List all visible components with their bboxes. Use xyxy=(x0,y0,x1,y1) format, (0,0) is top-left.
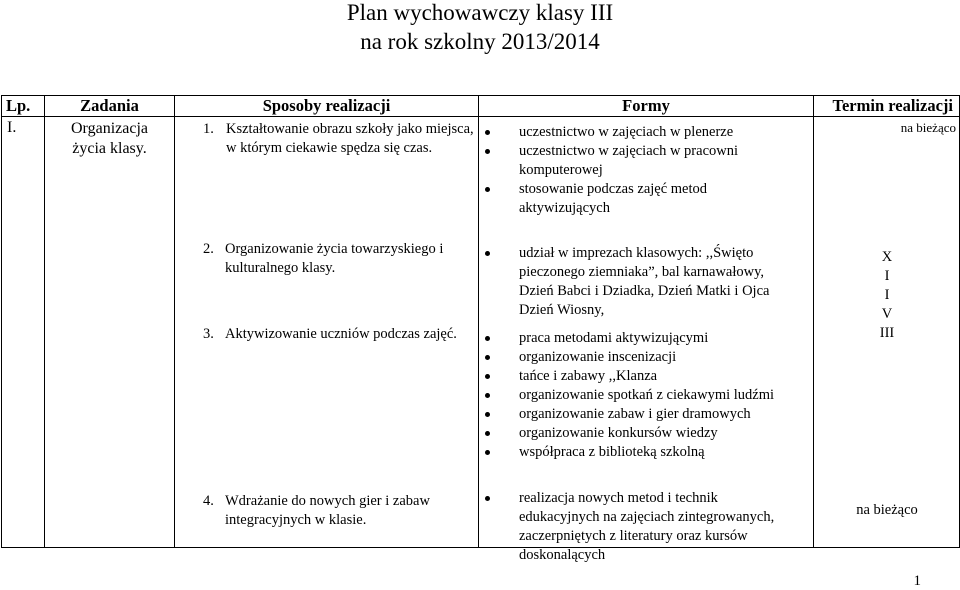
list-item: uczestnictwo w zajęciach w plenerze xyxy=(484,123,738,142)
header-lp: Lp. xyxy=(2,96,45,117)
plan-table xyxy=(1,95,960,563)
document-title-line1: Plan wychowawczy klasy III xyxy=(346,0,614,25)
list-item: organizowanie zabaw i gier dramowych xyxy=(484,405,774,424)
termin-value: na bieżąco xyxy=(900,120,956,135)
zadanie-line1: Organizacja xyxy=(71,120,148,137)
header-sposoby: Sposoby realizacji xyxy=(175,96,479,117)
zadanie-line2: życia klasy. xyxy=(72,140,147,157)
sposob-text: Organizowanie życia towarzyskiego i xyxy=(225,241,444,257)
termin-months xyxy=(814,248,960,343)
sposob-text: w którym ciekawie spędza się czas. xyxy=(226,140,433,156)
sposob-item-2 xyxy=(203,240,443,278)
sposob-item-1 xyxy=(203,120,474,158)
month-value: V xyxy=(881,306,893,322)
header-zadania: Zadania xyxy=(45,96,175,117)
list-item: tańce i zabawy ,,Klanza xyxy=(484,367,774,386)
header-termin: Termin realizacji xyxy=(814,96,960,117)
page-number: 1 xyxy=(913,573,921,589)
formy-list-1 xyxy=(484,123,738,218)
sposob-text: Kształtowanie obrazu szkoły jako miejsca, xyxy=(226,121,474,137)
table-row xyxy=(2,117,960,548)
sposob-item-3 xyxy=(203,325,457,344)
sposob-number: 2. xyxy=(203,241,214,257)
month-value: X xyxy=(881,249,893,265)
month-value: I xyxy=(884,268,890,284)
sposob-text: integracyjnych w klasie. xyxy=(225,512,367,528)
formy-list-4 xyxy=(484,489,774,565)
list-item: realizacja nowych metod i technik edukacyjnych na zajęciach zintegrowanych, zaczerpniętych z literatury oraz kursów doskonalących xyxy=(484,489,774,565)
lp-cell xyxy=(2,117,45,548)
formy-cell xyxy=(479,117,814,563)
list-item: praca metodami aktywizującymi xyxy=(484,329,774,348)
list-item: udział w imprezach klasowych: ,,Święto pieczonego ziemniaka”, bal karnawałowy, Dzień Babci i Dziadka, Dzień Matki i Ojca Dzień Wiosny, xyxy=(484,244,769,320)
list-item: współpraca z biblioteką szkolną xyxy=(484,443,774,462)
termin-value: na bieżąco xyxy=(856,502,918,518)
table-header-row xyxy=(2,96,960,117)
sposob-text: kulturalnego klasy. xyxy=(225,260,336,276)
sposob-number: 1. xyxy=(203,121,214,137)
sposob-number: 3. xyxy=(203,326,214,342)
list-item: organizowanie konkursów wiedzy xyxy=(484,424,774,443)
list-item: stosowanie podczas zajęć metod aktywizujących xyxy=(484,180,738,218)
sposob-text: Wdrażanie do nowych gier i zabaw xyxy=(225,493,430,509)
list-item: organizowanie spotkań z ciekawymi ludźmi xyxy=(484,386,774,405)
zadanie-cell xyxy=(45,117,175,548)
formy-list-3 xyxy=(484,329,774,462)
header-formy: Formy xyxy=(479,96,814,117)
list-item: organizowanie inscenizacji xyxy=(484,348,774,367)
month-value: III xyxy=(879,325,895,341)
list-item: uczestnictwo w zajęciach w pracowni komputerowej xyxy=(484,142,738,180)
sposob-item-4 xyxy=(203,492,430,530)
document-title-line2: na rok szkolny 2013/2014 xyxy=(360,29,600,54)
formy-list-2 xyxy=(484,244,769,320)
sposob-number: 4. xyxy=(203,493,214,509)
sposoby-cell xyxy=(175,117,479,548)
month-value: I xyxy=(884,287,890,303)
termin-cell xyxy=(814,117,960,548)
lp-value: I. xyxy=(7,119,17,136)
sposob-text: Aktywizowanie uczniów podczas zajęć. xyxy=(225,326,457,342)
